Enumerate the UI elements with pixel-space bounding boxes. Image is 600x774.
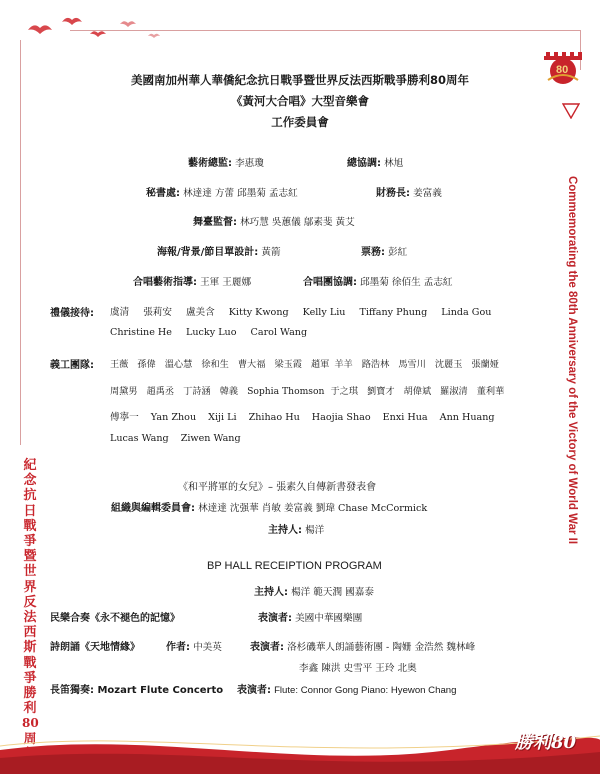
header-line2: 《黃河大合唱》大型音樂會 (231, 94, 369, 108)
item1-name: 民樂合奏《永不褪色的記憶》 (50, 613, 180, 624)
treasurer-value: 姜富義 (413, 188, 442, 199)
list-item: 趙禹丞 (146, 386, 175, 397)
list-item: 羅淑清 (440, 386, 468, 397)
side-char: 界 (23, 579, 37, 595)
list-item: Yan Zhou (150, 412, 197, 423)
row-bp-item3-perf (237, 681, 456, 696)
volunteers-row-1 (110, 356, 499, 370)
row-treasurer (376, 184, 442, 199)
side-char: 利 (23, 701, 37, 717)
list-item: Kitty Kwong (228, 307, 289, 318)
coordinator-label: 總協調: (347, 158, 381, 169)
book-org-label: 組織與編輯委員會: (111, 503, 195, 514)
list-item: 曹大福 (237, 359, 266, 370)
side-char: 斯 (23, 640, 37, 656)
row-bp-item2 (50, 638, 140, 653)
book-host-label: 主持人: (268, 525, 302, 536)
list-item: Ziwen Wang (180, 433, 241, 444)
list-item: Ann Huang (439, 412, 495, 423)
side-char: 暨 (23, 549, 37, 565)
list-item: 羊羊 (334, 359, 353, 370)
item2-author-label: 作者: (166, 642, 190, 653)
row-secretariat (146, 184, 298, 199)
list-item: Lucas Wang (110, 433, 169, 444)
art-director-label: 藝術總監: (188, 158, 232, 169)
row-coordinator (347, 154, 403, 169)
item2-author-value: 中美英 (193, 642, 222, 653)
item3-perf-value: Flute: Connor Gong Piano: Hyewon Chang (274, 685, 457, 696)
list-item: Christine He (110, 327, 172, 338)
list-item: 張莉安 (143, 307, 172, 318)
birds-icon (20, 8, 180, 48)
item2-perf-value-2: 李鑫 陳洪 史雪平 王玲 北奥 (299, 663, 417, 674)
coordinator-value: 林旭 (384, 158, 404, 169)
list-item: 路浩林 (361, 359, 390, 370)
side-text-right-label: Commemorating the 80th Anniversary of the Victory of World War II (566, 175, 578, 545)
row-book-host (268, 521, 324, 536)
side-char: 周 (23, 731, 37, 747)
chorus-coord-value: 邱墨菊 徐佰生 孟志紅 (360, 277, 453, 288)
item3-perf-label: 表演者: (237, 685, 271, 696)
item3-name: 長笛獨奏: Mozart Flute Concerto (50, 685, 224, 696)
victory-80-logo: 勝利80 (515, 732, 577, 753)
bp-host-label: 主持人: (254, 587, 288, 598)
item2-perf-label: 表演者: (250, 642, 284, 653)
list-item: 丁詩涵 (183, 386, 211, 397)
list-item: 虞清 (110, 307, 130, 318)
list-item: 胡偉斌 (403, 386, 432, 397)
list-item: Tiffany Phung (359, 307, 428, 318)
list-item: 劉寶才 (367, 386, 395, 397)
header-line3: 工作委員會 (271, 115, 329, 129)
tickets-value: 彭紅 (388, 247, 408, 258)
book-title: 《和平將軍的女兒》– 張素久自傳新書發表會 (178, 482, 377, 493)
poster-label: 海報/背景/節目單設計: (157, 247, 259, 258)
list-item: Lucky Luo (185, 327, 237, 338)
row-bp-host (254, 583, 374, 598)
side-char: 反 (23, 594, 37, 610)
row-bp-item2-author (166, 638, 222, 653)
chorus-coord-label: 合唱團協調: (303, 277, 357, 288)
art-director-value: 李惠瓊 (235, 158, 264, 169)
secretariat-value: 林達達 方蕾 邱墨菊 孟志紅 (183, 188, 298, 199)
volunteers-row-2 (110, 383, 504, 397)
list-item: Linda Gou (441, 307, 492, 318)
row-bp-item3 (50, 681, 223, 696)
list-item: Xiji Li (208, 412, 237, 423)
side-char: 勝 (23, 686, 37, 702)
bp-title: BP HALL RECEIPTION PROGRAM (207, 560, 382, 572)
side-char: 爭 (23, 670, 37, 686)
list-item: 溫心慧 (164, 359, 193, 370)
stage-value: 林巧慧 吳蕙儀 鄔素斐 黃艾 (240, 217, 355, 228)
list-item: 盧美含 (185, 307, 215, 318)
list-item: 董利華 (476, 386, 505, 397)
book-org-value: 林達達 沈强華 肖敏 姜富義 劉瑋 Chase McCormick (198, 503, 428, 514)
side-char: 戰 (23, 655, 37, 671)
row-book-org (111, 499, 427, 514)
bottom-wave-decoration (0, 700, 600, 774)
list-item: 王薇 (110, 359, 129, 370)
row-tickets (361, 243, 407, 258)
reception-row-1 (110, 304, 491, 318)
tickets-label: 票務: (361, 247, 385, 258)
row-poster (157, 243, 281, 258)
row-bp-item1 (50, 609, 180, 624)
list-item: 沈麗玉 (434, 359, 463, 370)
item1-perf-label: 表演者: (258, 613, 292, 624)
side-char: 紀 (23, 458, 37, 473)
list-item: Carol Wang (250, 327, 308, 338)
list-item: Zhihao Hu (248, 412, 300, 423)
secretariat-label: 秘書處: (146, 188, 180, 199)
item2-perf-value: 洛杉磯華人朗誦藝術團 - 陶姗 金浩然 魏林峰 (287, 642, 476, 653)
list-item: 孫偉 (137, 359, 156, 370)
poster-value: 黃箭 (261, 247, 281, 258)
bp-host-value: 楊洋 範天潤 國嘉泰 (291, 587, 374, 598)
volunteers-row-4 (110, 433, 241, 444)
list-item: Haojia Shao (311, 412, 371, 423)
row-chorus-coord (303, 273, 453, 288)
list-item: Sophia Thomson (247, 386, 325, 397)
chorus-art-label: 合唱藝術指導: (133, 277, 197, 288)
side-char: 法 (23, 610, 37, 626)
logo-top-number: 80 (556, 64, 569, 76)
side-text-right (565, 130, 579, 590)
volunteers-label: 義工團隊: (50, 360, 94, 371)
list-item: Enxi Hua (382, 412, 428, 423)
book-host-value: 楊洋 (305, 525, 325, 536)
side-char: 西 (23, 625, 37, 641)
side-char: 世 (23, 564, 37, 580)
list-item: 趙軍 (311, 359, 330, 370)
stage-label: 舞臺監督: (193, 217, 237, 228)
item1-perf-value: 美國中華國樂團 (295, 613, 363, 624)
list-item: 于之琪 (330, 386, 359, 397)
side-char: 80 (22, 716, 39, 731)
row-bp-item2-perf (250, 638, 475, 653)
chorus-art-value: 王軍 王麗娜 (200, 277, 252, 288)
row-art-director (188, 154, 264, 169)
list-item: 梁玉霞 (274, 359, 302, 370)
reception-row-2 (110, 327, 307, 338)
item2-name: 詩朗誦《天地情緣》 (50, 642, 140, 653)
list-item: Kelly Liu (302, 307, 346, 318)
volunteers-row-3 (110, 409, 495, 423)
list-item: 張蘭娅 (471, 359, 499, 370)
row-stage (193, 213, 355, 228)
row-chorus-art (133, 273, 251, 288)
list-item: 徐和生 (201, 359, 229, 370)
reception-label: 禮儀接待: (50, 308, 94, 319)
side-char: 爭 (23, 534, 37, 550)
side-char: 戰 (23, 518, 37, 534)
row-bp-item1-perf (258, 609, 362, 624)
side-char: 念 (23, 473, 37, 489)
header-line1: 美國南加州華人華僑紀念抗日戰爭暨世界反法西斯戰爭勝利80周年 (131, 73, 469, 87)
side-char: 日 (23, 503, 37, 519)
side-char: 抗 (23, 488, 37, 504)
list-item: 馬雪川 (398, 359, 426, 370)
treasurer-label: 財務長: (376, 188, 410, 199)
list-item: 傅寧一 (110, 412, 139, 423)
list-item: 韓義 (219, 386, 239, 397)
list-item: 周黛男 (110, 386, 138, 397)
